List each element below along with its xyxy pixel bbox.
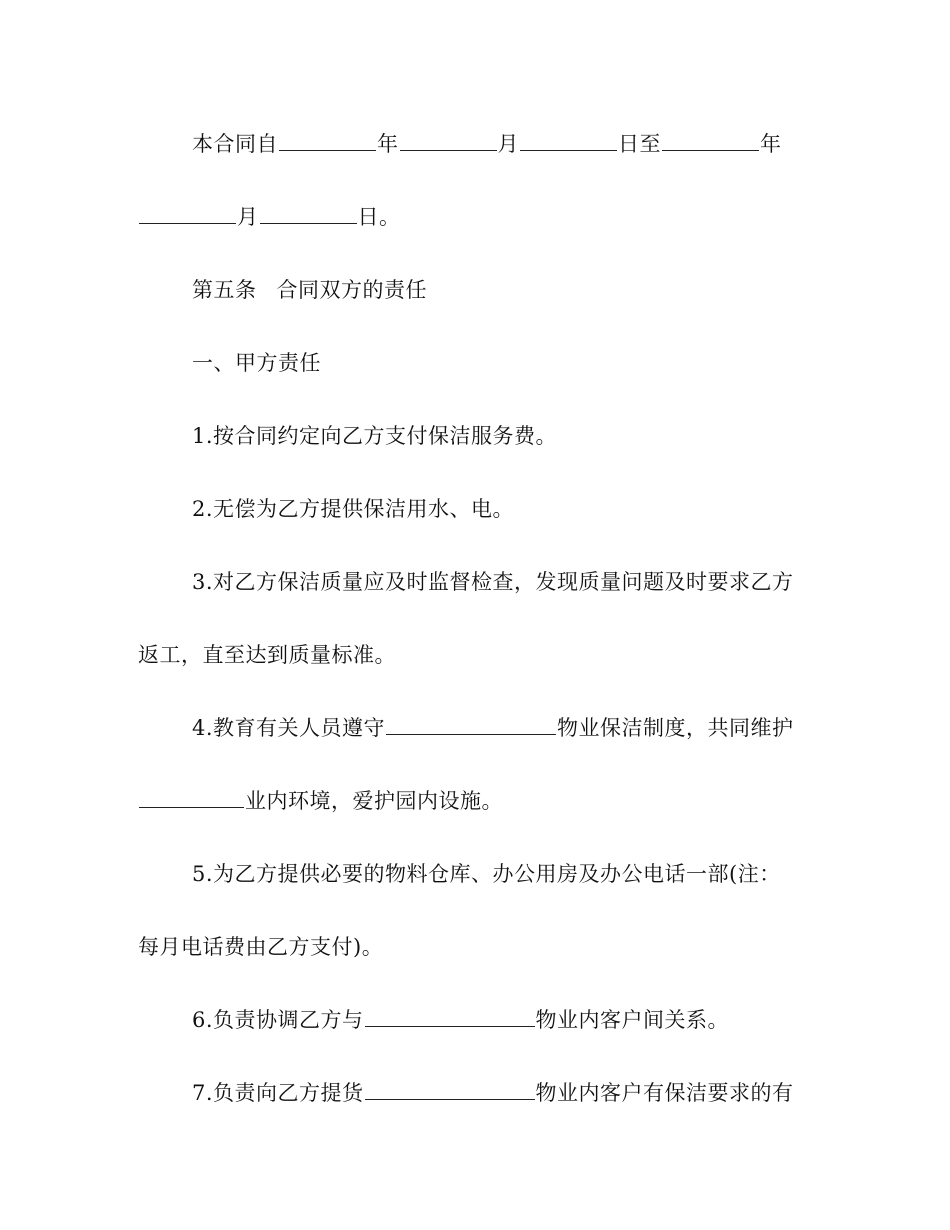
article-title: 合同双方的责任 [276, 278, 427, 302]
clause-4-continued [138, 787, 503, 815]
clause-3: 3.对乙方保洁质量应及时监督检查，发现质量问题及时要求乙方 [192, 570, 794, 594]
clause-4 [192, 714, 794, 742]
text-segment: 日至 [618, 132, 661, 156]
text-segment: 物业内客户有保洁要求的有 [535, 1081, 794, 1105]
clause-2: 2.无偿为乙方提供保洁用水、电。 [192, 497, 515, 521]
text-segment: 日。 [357, 205, 401, 229]
blank-field [139, 205, 236, 224]
article-number: 第五条 [192, 278, 257, 302]
blank-field [662, 132, 759, 151]
contract-term-line-1 [192, 130, 782, 158]
text-segment: 本合同自 [192, 132, 278, 156]
blank-field [260, 205, 357, 224]
section-heading: 一、甲方责任 [192, 351, 321, 375]
clause-5-continued: 每月电话费由乙方支付)。 [138, 935, 384, 959]
blank-field [386, 716, 556, 735]
text-segment: 物业保洁制度，共同维护 [557, 716, 794, 740]
blank-field [365, 1081, 535, 1100]
text-segment: 年 [377, 132, 399, 156]
blank-field [279, 132, 376, 151]
clause-3-continued: 返工，直至达到质量标准。 [138, 643, 396, 667]
article-heading [192, 276, 427, 304]
text-segment: 业内环境，爱护园内设施。 [245, 789, 503, 813]
contract-term-line-2 [138, 203, 401, 231]
blank-field [400, 132, 497, 151]
text-segment: 4.教育有关人员遵守 [192, 716, 386, 740]
text-segment: 月 [237, 205, 259, 229]
text-segment: 月 [497, 132, 519, 156]
clause-6 [192, 1006, 729, 1034]
blank-field [365, 1008, 535, 1027]
text-segment: 6.负责协调乙方与 [192, 1008, 364, 1032]
text-segment: 7.负责向乙方提货 [192, 1081, 364, 1105]
blank-field [520, 132, 617, 151]
blank-field [139, 789, 244, 808]
text-segment: 物业内客户间关系。 [535, 1008, 730, 1032]
text-segment: 年 [760, 132, 782, 156]
clause-5: 5.为乙方提供必要的物料仓库、办公用房及办公电话一部(注： [192, 862, 781, 886]
clause-1: 1.按合同约定向乙方支付保洁服务费。 [192, 424, 558, 448]
clause-7 [192, 1079, 794, 1107]
